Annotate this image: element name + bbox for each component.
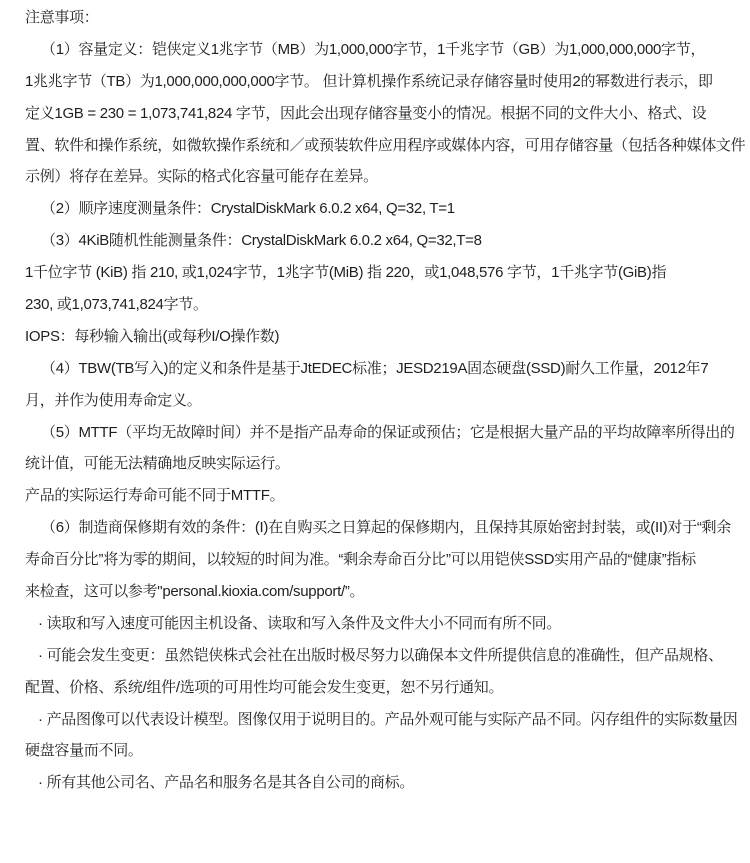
bullet-line-subject-to-change: · 可能会发生变更：虽然铠侠株式会社在出版时极尽努力以确保本文件所提供信息的准确性，但产品规格、: [38, 646, 723, 664]
text-line-capacity-definition: （1）容量定义：铠侠定义1兆字节（MB）为1,000,000字节，1千兆字节（GB）为1,000,000,000字节，: [41, 40, 706, 58]
text-line: 示例）将存在差异。实际的格式化容量可能存在差异。: [25, 168, 378, 186]
text-line-warranty: （6）制造商保修期有效的条件：(I)在自购买之日算起的保修期内，且保持其原始密封封装，或(II)对于“剩余: [41, 519, 731, 537]
text-line-mttf: （5）MTTF（平均无故障时间）并不是指产品寿命的保证或预估；它是根据大量产品的平均故障率所得出的: [41, 423, 735, 441]
text-line-tbw: （4）TBW(TB写入)的定义和条件是基于JtEDEC标准；JESD219A固态硬盘(SSD)耐久工作量，2012年7: [41, 359, 709, 377]
bullet-line-trademarks: · 所有其他公司名、产品名和服务名是其各自公司的商标。: [38, 774, 415, 792]
text-line: 1兆兆字节（TB）为1,000,000,000,000字节。 但计算机操作系统记录存储容量时使用2的幂数进行表示，即: [25, 72, 713, 90]
text-line: 硬盘容量而不同。: [25, 742, 143, 760]
text-line-random-performance: （3）4KiB随机性能测量条件：CrystalDiskMark 6.0.2 x64, Q=32,T=8: [41, 232, 482, 250]
text-line: 1千位字节 (KiB) 指 210, 或1,024字节，1兆字节(MiB) 指 220，或1,048,576 字节，1千兆字节(GiB)指: [25, 264, 667, 282]
text-line: 230, 或1,073,741,824字节。: [25, 296, 208, 314]
text-line: 配置、价格、系统/组件/选项的可用性均可能会发生变更，恕不另行通知。: [25, 678, 504, 696]
document-heading: 注意事项：: [25, 9, 99, 26]
text-line-iops: IOPS：每秒输入输出(或每秒I/O操作数): [25, 327, 280, 345]
text-line: 置、软件和操作系统，如微软操作系统和／或预装软件应用程序或媒体内容，可用存储容量（包括各种媒体文件: [25, 136, 746, 154]
text-line-support-url: 来检查，这可以参考"personal.kioxia.com/support/”。: [25, 583, 365, 601]
bullet-line-read-write-speed: · 读取和写入速度可能因主机设备、读取和写入条件及文件大小不同而有所不同。: [38, 614, 562, 632]
text-line: 产品的实际运行寿命可能不同于MTTF。: [25, 487, 285, 505]
bullet-line-product-image: · 产品图像可以代表设计模型。图像仅用于说明目的。产品外观可能与实际产品不同。闪存组件的实际数量因: [38, 710, 738, 728]
text-line: 定义1GB = 230 = 1,073,741,824 字节，因此会出现存储容量变小的情况。根据不同的文件大小、格式、设: [25, 104, 707, 122]
text-line-sequential-speed: （2）顺序速度测量条件：CrystalDiskMark 6.0.2 x64, Q=32, T=1: [41, 200, 455, 218]
text-line: 月，并作为使用寿命定义。: [25, 391, 202, 409]
text-line: 寿命百分比”将为零的期间，以较短的时间为准。“剩余寿命百分比”可以用铠侠SSD实用产品的“健康”指标: [25, 551, 696, 569]
text-line: 统计值，可能无法精确地反映实际运行。: [25, 455, 290, 473]
